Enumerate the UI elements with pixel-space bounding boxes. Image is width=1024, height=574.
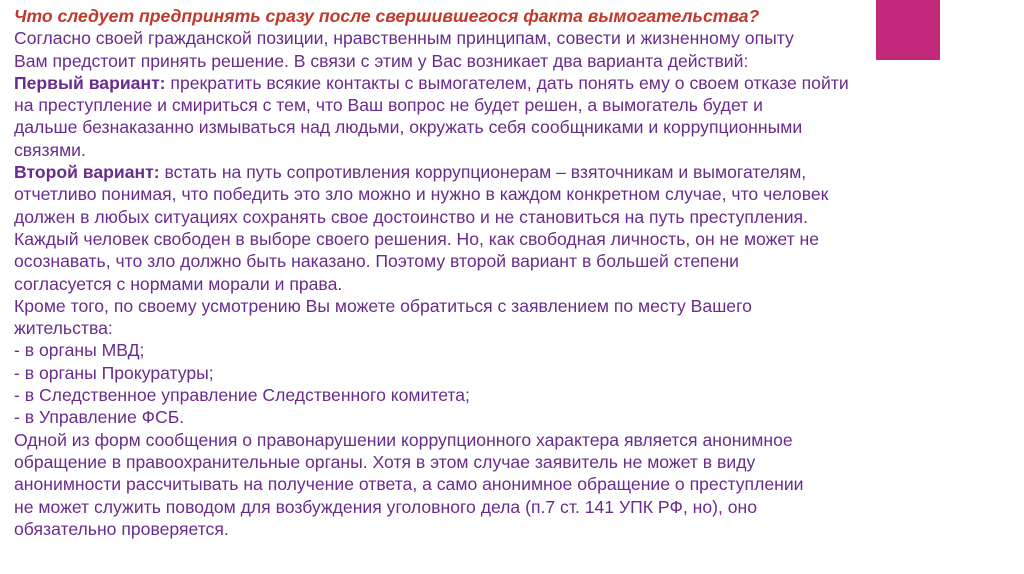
appeal-list-item: - в Следственное управление Следственного комитета; [14,385,470,406]
appeal-line: жительства: [14,318,113,339]
anonymous-appeal-line: не может служить поводом для возбуждения уголовного дела (п.7 ст. 141 УПК РФ, но), оно [14,496,758,517]
appeal-list-item: - в Управление ФСБ. [14,407,185,428]
second-option-line: должен в любых ситуациях сохранять свое достоинство и не становиться на путь преступления. [14,206,808,227]
second-option-text: встать на путь сопротивления коррупционерам – взяточникам и вымогателям, [159,162,807,183]
second-option-label: Второй вариант: [14,162,160,183]
first-option-label: Первый вариант: [14,72,166,93]
first-option-line: дальше безнаказанно измываться над людьми, окружать себя сообщниками и коррупционными [14,117,803,138]
appeal-line: Кроме того, по своему усмотрению Вы можете обратиться с заявлением по месту Вашего [14,295,752,316]
first-option-line: на преступление и смириться с тем, что Ваш вопрос не будет решен, а вымогатель будет и [14,95,763,116]
slide-content [14,5,1014,540]
slide-title: Что следует предпринять сразу после свершившегося факта вымогательства? [14,6,760,26]
second-option-line: отчетливо понимая, что победить это зло можно и нужно в каждом конкретном случае, что человек [14,184,829,205]
appeal-list-item: - в органы Прокуратуры; [14,362,214,383]
anonymous-appeal-line: обязательно проверяется. [14,518,229,539]
second-option-line: согласуется с нормами морали и права. [14,273,343,294]
second-option-paragraph [14,161,1014,183]
first-option-text: прекратить всякие контакты с вымогателем, дать понять ему о своем отказе пойти [165,72,849,93]
appeal-list-item: - в органы МВД; [14,340,145,361]
intro-line: Вам предстоит принять решение. В связи с этим у Вас возникает два варианта действий: [14,50,749,71]
first-option-line: связями. [14,139,86,160]
anonymous-appeal-line: Одной из форм сообщения о правонарушении коррупционного характера является анонимное [14,429,793,450]
second-option-line: Каждый человек свободен в выборе своего решения. Но, как свободная личность, он не может не [14,228,820,249]
intro-line: Согласно своей гражданской позиции, нравственным принципам, совести и жизненному опыту [14,28,794,49]
anonymous-appeal-line: обращение в правоохранительные органы. Хотя в этом случае заявитель не может в виду [14,451,756,472]
anonymous-appeal-line: анонимности рассчитывать на получение ответа, а само анонимное обращение о преступлении [14,474,804,495]
second-option-line: осознавать, что зло должно быть наказано. Поэтому второй вариант в большей степени [14,251,739,272]
first-option-paragraph [14,72,1014,94]
